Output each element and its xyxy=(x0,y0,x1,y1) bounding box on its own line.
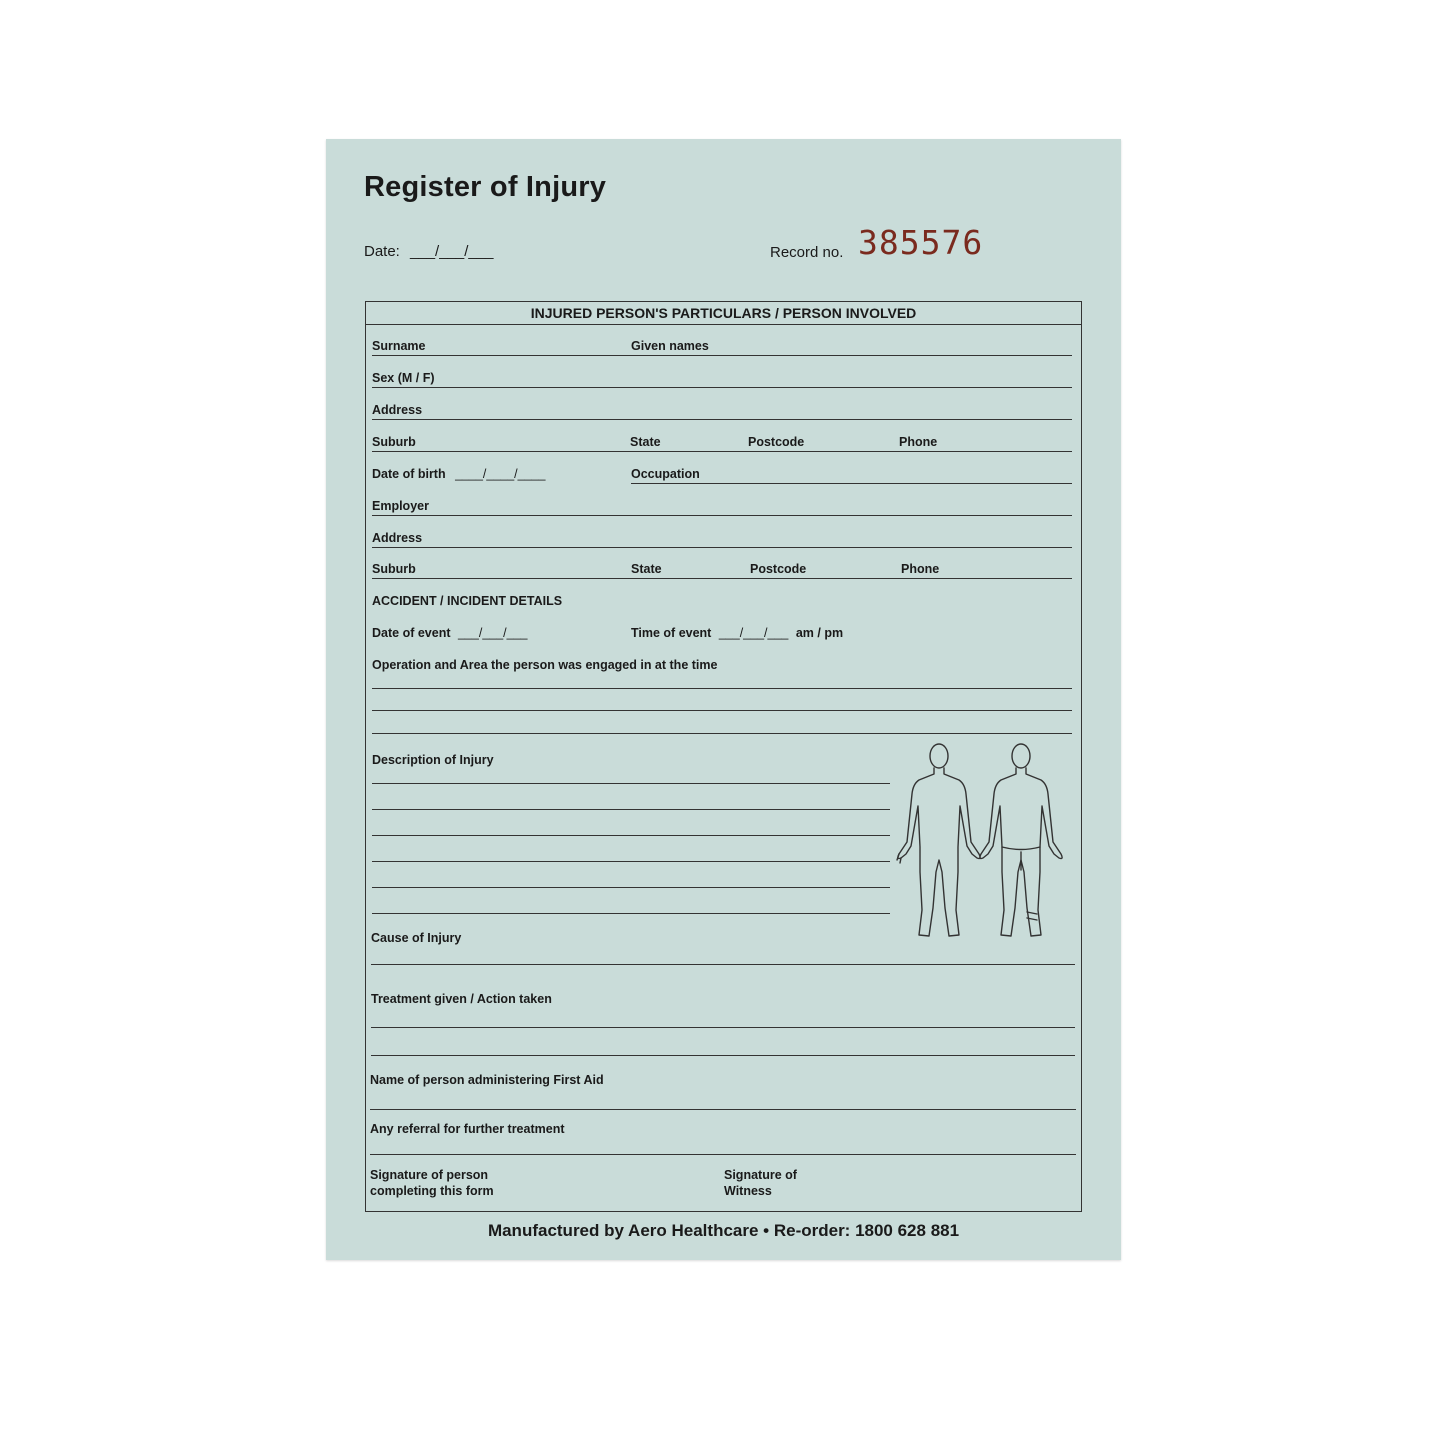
address-line[interactable] xyxy=(372,419,1072,420)
back-body-figure xyxy=(980,744,1062,936)
postcode-label: Postcode xyxy=(748,435,805,449)
date-of-event-blank[interactable]: ___/___/___ xyxy=(457,626,528,640)
treatment-line-1[interactable] xyxy=(371,1027,1075,1028)
description-line-1[interactable] xyxy=(372,783,890,784)
footer-manufacturer: Manufactured by Aero Healthcare • Re-order: 1800 628 881 xyxy=(487,1221,960,1240)
dob-blank[interactable]: ____/____/____ xyxy=(455,467,546,481)
time-of-event xyxy=(631,626,843,640)
cause-label: Cause of Injury xyxy=(371,931,462,945)
date-of-event xyxy=(372,626,528,640)
referral-label: Any referral for further treatment xyxy=(370,1122,565,1136)
sex-line[interactable] xyxy=(372,387,1072,388)
description-line-4[interactable] xyxy=(372,861,890,862)
operation-line-3[interactable] xyxy=(372,733,1072,734)
description-line-3[interactable] xyxy=(372,835,890,836)
signature-witness-label[interactable]: Signature of Witness xyxy=(724,1168,797,1198)
suburb-label: Suburb xyxy=(372,435,416,449)
dob-label xyxy=(372,467,545,481)
signature-person-label[interactable]: Signature of person completing this form xyxy=(370,1168,494,1198)
date-of-event-label: Date of event xyxy=(372,626,451,640)
front-body-figure xyxy=(897,744,980,936)
record-number: 385576 xyxy=(858,223,984,262)
state-label: State xyxy=(630,435,661,449)
description-label: Description of Injury xyxy=(372,753,494,767)
date-blank: ___/___/___ xyxy=(410,243,494,260)
employer-label: Employer xyxy=(372,499,429,513)
referral-line[interactable] xyxy=(370,1154,1076,1155)
description-line-2[interactable] xyxy=(372,809,890,810)
form-title: Register of Injury xyxy=(364,171,607,203)
employer-state-label: State xyxy=(631,562,662,576)
address-label: Address xyxy=(372,403,423,417)
particulars-box xyxy=(365,301,1082,1212)
employer-line[interactable] xyxy=(372,515,1072,516)
suburb-line[interactable] xyxy=(372,451,1072,452)
occupation-line[interactable] xyxy=(631,483,1072,484)
cause-line[interactable] xyxy=(371,964,1075,965)
treatment-label: Treatment given / Action taken xyxy=(371,992,552,1006)
employer-suburb-label: Suburb xyxy=(372,562,416,576)
description-line-6[interactable] xyxy=(372,913,890,914)
record-number-label: Record no. xyxy=(770,244,844,261)
employer-address-line[interactable] xyxy=(372,547,1072,548)
first-aid-line[interactable] xyxy=(370,1109,1076,1110)
description-line-5[interactable] xyxy=(372,887,890,888)
employer-address-label: Address xyxy=(372,531,423,545)
time-of-event-label: Time of event xyxy=(631,626,712,640)
surname-line[interactable] xyxy=(372,355,1072,356)
am-pm-label: am / pm xyxy=(795,626,844,640)
operation-area-label: Operation and Area the person was engaged in at the time xyxy=(372,658,718,672)
sex-label: Sex (M / F) xyxy=(372,371,435,385)
employer-phone-label: Phone xyxy=(901,562,940,576)
incident-header: ACCIDENT / INCIDENT DETAILS xyxy=(372,594,563,608)
operation-line-2[interactable] xyxy=(372,710,1072,711)
dob-label-text: Date of birth xyxy=(372,467,446,481)
given-names-label: Given names xyxy=(631,339,709,353)
employer-suburb-line[interactable] xyxy=(372,578,1072,579)
injury-form-sheet xyxy=(326,139,1121,1260)
phone-label: Phone xyxy=(899,435,938,449)
employer-postcode-label: Postcode xyxy=(750,562,807,576)
first-aid-label: Name of person administering First Aid xyxy=(370,1073,604,1087)
time-of-event-blank[interactable]: ___/___/___ xyxy=(718,626,789,640)
operation-line-1[interactable] xyxy=(372,688,1072,689)
date-label: Date: xyxy=(364,243,400,260)
surname-label: Surname xyxy=(372,339,426,353)
date-header[interactable] xyxy=(364,243,493,260)
section-header: INJURED PERSON'S PARTICULARS / PERSON INVOLVED xyxy=(366,302,1081,325)
treatment-line-2[interactable] xyxy=(371,1055,1075,1056)
occupation-label: Occupation xyxy=(631,467,700,481)
body-diagram[interactable] xyxy=(891,742,1076,942)
